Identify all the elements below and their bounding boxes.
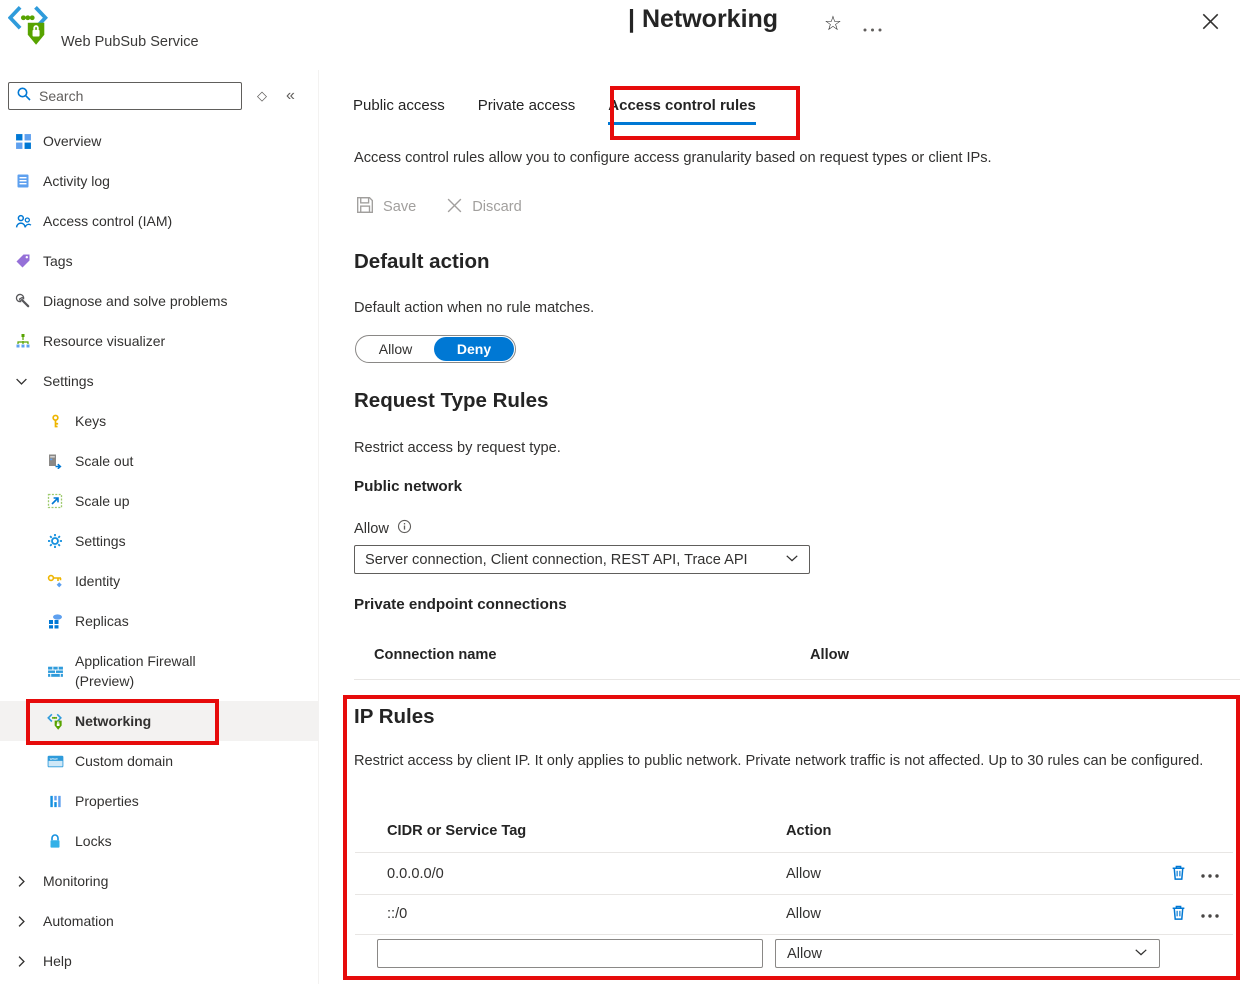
activity-log-icon — [14, 173, 32, 189]
chevron-down-icon — [1134, 945, 1148, 963]
lock-icon — [46, 833, 64, 849]
collapse-sidebar-icon[interactable]: « — [286, 87, 295, 104]
overview-icon — [14, 133, 32, 150]
tab-private-access[interactable]: Private access — [477, 97, 576, 114]
sidebar-group-help[interactable]: Help — [0, 941, 318, 981]
save-button[interactable]: Save — [356, 196, 416, 218]
sidebar-item-properties[interactable]: Properties — [0, 781, 318, 821]
pin-diamond-icon[interactable]: ◇ — [257, 88, 267, 103]
toggle-allow-option[interactable]: Allow — [378, 341, 413, 357]
sidebar-item-activity-log[interactable]: Activity log — [0, 161, 318, 201]
default-action-heading: Default action — [354, 250, 490, 273]
row-more-options-icon[interactable] — [1200, 866, 1220, 884]
chevron-right-icon — [14, 955, 28, 968]
tab-bar — [353, 97, 756, 125]
ip-rules-description: Restrict access by client IP. It only applies to public network. Private network traffic is not affected. Up to 30 rules can be configured. — [354, 753, 1204, 769]
public-network-heading: Public network — [354, 478, 463, 495]
svg-text:www: www — [49, 756, 58, 761]
tags-icon — [14, 253, 32, 269]
ip-rule-row-action: Allow — [786, 866, 821, 882]
key-icon — [46, 414, 64, 429]
request-types-dropdown-value: Server connection, Client connection, REST API, Trace API — [365, 551, 748, 568]
scale-out-icon — [46, 453, 64, 469]
new-rule-action-value: Allow — [787, 945, 822, 962]
allow-label: Allow — [354, 521, 389, 537]
sidebar-item-identity[interactable]: Identity — [0, 561, 318, 601]
chevron-right-icon — [14, 915, 28, 928]
pec-col-connection-name: Connection name — [374, 647, 497, 663]
resource-visualizer-icon — [14, 333, 32, 349]
replicas-icon — [46, 613, 64, 629]
divider — [355, 852, 1233, 853]
new-rule-cidr-input[interactable] — [377, 939, 763, 968]
chevron-down-icon — [14, 375, 28, 388]
row-more-options-icon[interactable] — [1200, 906, 1220, 924]
web-pubsub-logo-icon — [8, 4, 52, 53]
sidebar-item-networking[interactable]: Networking — [0, 701, 318, 741]
identity-key-icon — [46, 573, 64, 589]
ip-rule-row-controls — [1170, 864, 1220, 886]
tab-description: Access control rules allow you to configure access granularity based on request types or client IPs. — [354, 150, 992, 166]
search-input[interactable] — [39, 88, 234, 104]
sidebar-item-keys[interactable]: Keys — [0, 401, 318, 441]
chevron-right-icon — [14, 875, 28, 888]
discard-button[interactable]: Discard — [446, 197, 521, 218]
sidebar-item-overview[interactable]: Overview — [0, 121, 318, 161]
sidebar-item-application-firewall[interactable]: Application Firewall (Preview) — [0, 641, 318, 701]
gear-icon — [46, 533, 64, 549]
command-bar — [356, 196, 522, 218]
info-icon[interactable] — [397, 519, 412, 539]
search-icon — [16, 86, 32, 107]
request-type-rules-heading: Request Type Rules — [354, 389, 549, 412]
sidebar-item-settings[interactable]: Settings — [0, 521, 318, 561]
discard-x-icon — [446, 197, 463, 218]
request-types-dropdown[interactable] — [354, 545, 810, 574]
ip-rules-heading: IP Rules — [354, 705, 435, 728]
tab-public-access[interactable]: Public access — [353, 97, 445, 114]
properties-icon — [46, 794, 64, 809]
divider — [355, 934, 1233, 935]
ip-col-cidr: CIDR or Service Tag — [387, 823, 527, 839]
ip-rule-row-cidr: 0.0.0.0/0 — [387, 866, 444, 882]
sidebar-item-scale-out[interactable]: Scale out — [0, 441, 318, 481]
sidebar-item-access-control-iam[interactable]: Access control (IAM) — [0, 201, 318, 241]
sidebar-item-resource-visualizer[interactable]: Resource visualizer — [0, 321, 318, 361]
default-action-toggle — [355, 335, 516, 363]
sidebar-item-scale-up[interactable]: Scale up — [0, 481, 318, 521]
toggle-deny-option[interactable]: Deny — [434, 337, 514, 361]
service-brand — [8, 4, 199, 53]
sidebar-group-settings[interactable]: Settings — [0, 361, 318, 401]
pec-col-allow: Allow — [810, 647, 849, 663]
favorite-star-icon[interactable]: ☆ — [824, 13, 842, 35]
more-options-icon[interactable] — [862, 20, 883, 38]
scale-up-icon — [46, 493, 64, 509]
ip-rule-row-action: Allow — [786, 906, 821, 922]
private-endpoint-heading: Private endpoint connections — [354, 596, 567, 613]
public-network-allow-row — [354, 519, 412, 539]
sidebar-group-automation[interactable]: Automation — [0, 901, 318, 941]
divider — [355, 894, 1233, 895]
delete-trash-icon[interactable] — [1170, 904, 1187, 926]
access-control-icon — [14, 213, 32, 230]
sidebar-item-tags[interactable]: Tags — [0, 241, 318, 281]
default-action-description: Default action when no rule matches. — [354, 300, 595, 316]
custom-domain-icon — [46, 753, 64, 770]
sidebar-item-replicas[interactable]: Replicas — [0, 601, 318, 641]
page-title: | Networking — [628, 5, 779, 33]
ip-rule-row-cidr: ::/0 — [387, 906, 408, 922]
networking-icon — [46, 713, 64, 730]
request-type-rules-description: Restrict access by request type. — [354, 440, 561, 456]
firewall-icon — [46, 663, 64, 680]
ip-rule-row-controls — [1170, 904, 1220, 926]
ip-col-action: Action — [786, 823, 832, 839]
close-icon[interactable] — [1200, 11, 1221, 37]
sidebar-item-diagnose[interactable]: Diagnose and solve problems — [0, 281, 318, 321]
service-name: Web PubSub Service — [61, 34, 199, 50]
chevron-down-icon — [785, 551, 799, 569]
sidebar-divider — [318, 70, 319, 984]
sidebar-item-locks[interactable]: Locks — [0, 821, 318, 861]
tab-access-control-rules[interactable]: Access control rules — [608, 97, 756, 125]
sidebar-item-custom-domain[interactable]: www Custom domain — [0, 741, 318, 781]
search-box[interactable] — [8, 82, 242, 110]
divider — [354, 679, 1240, 680]
delete-trash-icon[interactable] — [1170, 864, 1187, 886]
save-icon — [356, 196, 374, 218]
sidebar-group-monitoring[interactable]: Monitoring — [0, 861, 318, 901]
sidebar-search-row — [8, 82, 295, 110]
wrench-icon — [14, 293, 32, 309]
new-rule-action-select[interactable] — [775, 939, 1160, 968]
sidebar-menu — [0, 121, 318, 981]
